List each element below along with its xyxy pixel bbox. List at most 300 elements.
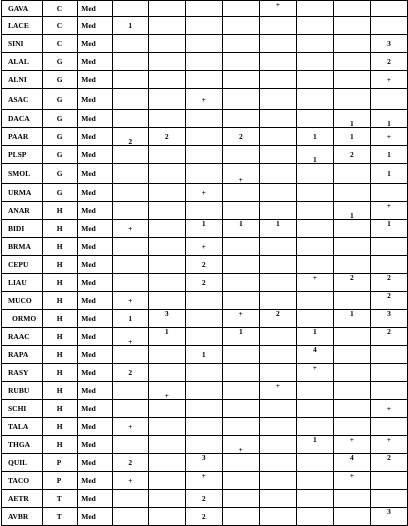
value-cell — [333, 382, 370, 400]
table-row — [2, 128, 408, 146]
value-cell — [148, 436, 185, 454]
value-cell — [296, 202, 333, 220]
table-row — [2, 1, 408, 17]
value-cell — [259, 202, 296, 220]
type-cell: H — [42, 202, 78, 220]
table-row — [2, 418, 408, 436]
table-row — [2, 508, 408, 526]
value-cell: 2 — [370, 53, 407, 71]
value-cell: + — [370, 202, 407, 220]
value-cell: 3 — [185, 454, 222, 472]
species-code-cell: TACO — [2, 472, 43, 490]
value-cell — [222, 35, 259, 53]
value-cell — [333, 490, 370, 508]
value-cell: 2 — [185, 274, 222, 292]
table-row — [2, 292, 408, 310]
type-cell: G — [42, 53, 78, 71]
value-cell: 1 — [333, 128, 370, 146]
value-cell — [112, 71, 148, 89]
type-cell: P — [42, 472, 78, 490]
value-cell — [259, 35, 296, 53]
value-cell — [185, 328, 222, 346]
value-cell: 2 — [259, 310, 296, 328]
value-cell — [259, 17, 296, 35]
species-code-cell: RAPA — [2, 346, 43, 364]
value-cell — [148, 418, 185, 436]
value-cell: 1 — [370, 110, 407, 128]
value-cell: 2 — [370, 292, 407, 310]
species-code-cell: TALA — [2, 418, 43, 436]
value-cell — [370, 89, 407, 110]
value-cell: 1 — [148, 328, 185, 346]
source-cell: Med — [78, 472, 113, 490]
value-cell — [370, 490, 407, 508]
value-cell — [148, 71, 185, 89]
table-row — [2, 53, 408, 71]
type-cell: H — [42, 382, 78, 400]
value-cell — [222, 400, 259, 418]
value-cell: 2 — [185, 490, 222, 508]
type-cell: G — [42, 128, 78, 146]
species-code-cell: SINI — [2, 35, 43, 53]
species-code-cell: LIAU — [2, 274, 43, 292]
source-cell: Med — [78, 346, 113, 364]
value-cell — [222, 382, 259, 400]
table-row — [2, 436, 408, 454]
species-code-cell: ORMO — [2, 310, 43, 328]
type-cell: G — [42, 146, 78, 164]
table-row — [2, 274, 408, 292]
source-cell: Med — [78, 328, 113, 346]
value-cell — [222, 17, 259, 35]
value-cell: 2 — [148, 128, 185, 146]
value-cell — [296, 184, 333, 202]
source-cell: Med — [78, 1, 113, 17]
type-cell: C — [42, 35, 78, 53]
type-cell: H — [42, 418, 78, 436]
value-cell — [259, 328, 296, 346]
type-cell: H — [42, 364, 78, 382]
value-cell — [370, 346, 407, 364]
table-row — [2, 202, 408, 220]
table-row — [2, 184, 408, 202]
table-row — [2, 17, 408, 35]
value-cell — [259, 53, 296, 71]
value-cell — [185, 53, 222, 71]
value-cell — [112, 202, 148, 220]
value-cell: 1 — [185, 346, 222, 364]
type-cell: G — [42, 110, 78, 128]
value-cell — [222, 1, 259, 17]
value-cell — [148, 53, 185, 71]
value-cell — [148, 454, 185, 472]
value-cell — [259, 346, 296, 364]
value-cell — [259, 128, 296, 146]
value-cell: + — [333, 472, 370, 490]
type-cell: G — [42, 71, 78, 89]
value-cell — [185, 164, 222, 184]
value-cell: 3 — [370, 310, 407, 328]
value-cell: 2 — [370, 328, 407, 346]
value-cell: 2 — [112, 454, 148, 472]
source-cell: Med — [78, 53, 113, 71]
value-cell — [259, 146, 296, 164]
value-cell: 1 — [222, 328, 259, 346]
source-cell: Med — [78, 35, 113, 53]
value-cell: 1 — [222, 220, 259, 238]
value-cell — [259, 184, 296, 202]
value-cell — [112, 400, 148, 418]
value-cell: + — [296, 364, 333, 382]
value-cell — [222, 490, 259, 508]
value-cell — [112, 89, 148, 110]
value-cell — [333, 220, 370, 238]
value-cell — [259, 274, 296, 292]
type-cell: H — [42, 346, 78, 364]
species-code-cell: PAAR — [2, 128, 43, 146]
value-cell — [148, 164, 185, 184]
value-cell — [148, 274, 185, 292]
table-row — [2, 364, 408, 382]
source-cell: Med — [78, 256, 113, 274]
value-cell: + — [112, 220, 148, 238]
value-cell — [333, 292, 370, 310]
value-cell — [222, 418, 259, 436]
source-cell: Med — [78, 508, 113, 526]
value-cell — [185, 128, 222, 146]
table-row — [2, 220, 408, 238]
table-body — [2, 1, 408, 526]
species-code-cell: AVBR — [2, 508, 43, 526]
type-cell: C — [42, 17, 78, 35]
table-row — [2, 71, 408, 89]
value-cell — [259, 364, 296, 382]
source-cell: Med — [78, 17, 113, 35]
value-cell — [370, 382, 407, 400]
species-code-cell: URMA — [2, 184, 43, 202]
value-cell: + — [222, 310, 259, 328]
value-cell — [296, 490, 333, 508]
value-cell — [370, 17, 407, 35]
table-row — [2, 328, 408, 346]
value-cell: + — [112, 292, 148, 310]
value-cell — [296, 238, 333, 256]
value-cell — [185, 17, 222, 35]
value-cell: 1 — [333, 202, 370, 220]
value-cell — [370, 1, 407, 17]
value-cell — [333, 328, 370, 346]
value-cell — [112, 508, 148, 526]
value-cell — [222, 508, 259, 526]
value-cell — [370, 238, 407, 256]
source-cell: Med — [78, 292, 113, 310]
value-cell — [259, 238, 296, 256]
table-row — [2, 382, 408, 400]
value-cell — [370, 472, 407, 490]
value-cell — [296, 400, 333, 418]
value-cell: 1 — [296, 328, 333, 346]
source-cell: Med — [78, 454, 113, 472]
value-cell — [148, 490, 185, 508]
value-cell — [112, 256, 148, 274]
species-code-cell: CEPU — [2, 256, 43, 274]
value-cell — [333, 364, 370, 382]
value-cell — [148, 508, 185, 526]
source-cell: Med — [78, 164, 113, 184]
value-cell — [370, 364, 407, 382]
value-cell: + — [259, 382, 296, 400]
value-cell: 2 — [333, 274, 370, 292]
value-cell — [222, 292, 259, 310]
value-cell — [112, 110, 148, 128]
value-cell — [185, 71, 222, 89]
value-cell — [222, 110, 259, 128]
value-cell: 3 — [370, 508, 407, 526]
value-cell — [333, 238, 370, 256]
value-cell — [148, 400, 185, 418]
value-cell — [148, 110, 185, 128]
value-cell — [112, 164, 148, 184]
value-cell — [185, 146, 222, 164]
value-cell — [333, 418, 370, 436]
value-cell — [112, 53, 148, 71]
value-cell — [296, 382, 333, 400]
value-cell — [296, 454, 333, 472]
value-cell: + — [333, 436, 370, 454]
value-cell: 1 — [112, 17, 148, 35]
value-cell: + — [112, 418, 148, 436]
source-cell: Med — [78, 400, 113, 418]
value-cell: 1 — [259, 220, 296, 238]
value-cell — [222, 346, 259, 364]
value-cell — [296, 472, 333, 490]
type-cell: G — [42, 164, 78, 184]
species-code-cell: QUIL — [2, 454, 43, 472]
value-cell — [222, 53, 259, 71]
value-cell — [112, 238, 148, 256]
table-row — [2, 89, 408, 110]
value-cell: 1 — [370, 146, 407, 164]
table-row — [2, 490, 408, 508]
type-cell: H — [42, 274, 78, 292]
source-cell: Med — [78, 490, 113, 508]
value-cell — [333, 346, 370, 364]
value-cell — [333, 35, 370, 53]
species-code-cell: RUBU — [2, 382, 43, 400]
source-cell: Med — [78, 436, 113, 454]
value-cell — [296, 292, 333, 310]
value-cell — [222, 202, 259, 220]
value-cell: 1 — [112, 310, 148, 328]
table-row — [2, 400, 408, 418]
table-row — [2, 454, 408, 472]
value-cell — [222, 454, 259, 472]
table-row — [2, 310, 408, 328]
value-cell: 1 — [370, 164, 407, 184]
value-cell — [112, 382, 148, 400]
value-cell — [148, 364, 185, 382]
value-cell: + — [370, 436, 407, 454]
value-cell: + — [370, 128, 407, 146]
value-cell — [259, 164, 296, 184]
value-cell: 1 — [333, 310, 370, 328]
source-cell: Med — [78, 418, 113, 436]
value-cell: 1 — [333, 110, 370, 128]
species-code-cell: BRMA — [2, 238, 43, 256]
value-cell — [259, 89, 296, 110]
value-cell: 2 — [185, 256, 222, 274]
species-code-cell: ALNI — [2, 71, 43, 89]
value-cell — [112, 146, 148, 164]
value-cell: + — [222, 164, 259, 184]
value-cell: + — [185, 238, 222, 256]
value-cell: 2 — [370, 274, 407, 292]
type-cell: H — [42, 436, 78, 454]
species-code-cell: GAVA — [2, 1, 43, 17]
value-cell — [296, 256, 333, 274]
type-cell: H — [42, 310, 78, 328]
species-code-cell: SCHI — [2, 400, 43, 418]
species-code-cell: ALAL — [2, 53, 43, 71]
type-cell: C — [42, 1, 78, 17]
value-cell — [185, 400, 222, 418]
value-cell — [222, 146, 259, 164]
value-cell — [112, 436, 148, 454]
table-row — [2, 238, 408, 256]
source-cell: Med — [78, 71, 113, 89]
value-cell — [296, 310, 333, 328]
type-cell: H — [42, 328, 78, 346]
species-code-cell: ANAR — [2, 202, 43, 220]
species-code-cell: DACA — [2, 110, 43, 128]
value-cell: 4 — [333, 454, 370, 472]
value-cell: 4 — [296, 346, 333, 364]
value-cell — [148, 35, 185, 53]
type-cell: H — [42, 256, 78, 274]
value-cell — [296, 220, 333, 238]
value-cell — [333, 1, 370, 17]
value-cell — [333, 71, 370, 89]
value-cell — [259, 400, 296, 418]
value-cell — [148, 17, 185, 35]
value-cell — [185, 418, 222, 436]
value-cell: 1 — [370, 220, 407, 238]
type-cell: G — [42, 89, 78, 110]
value-cell: + — [259, 1, 296, 17]
type-cell: H — [42, 292, 78, 310]
value-cell — [112, 184, 148, 202]
value-cell — [112, 35, 148, 53]
value-cell — [296, 418, 333, 436]
value-cell — [185, 110, 222, 128]
value-cell: + — [370, 400, 407, 418]
species-code-cell: LACE — [2, 17, 43, 35]
value-cell — [185, 202, 222, 220]
value-cell: + — [112, 472, 148, 490]
source-cell: Med — [78, 202, 113, 220]
source-cell: Med — [78, 274, 113, 292]
value-cell — [222, 184, 259, 202]
value-cell: 2 — [333, 146, 370, 164]
value-cell — [333, 17, 370, 35]
value-cell: 2 — [185, 508, 222, 526]
value-cell — [222, 364, 259, 382]
value-cell — [333, 256, 370, 274]
source-cell: Med — [78, 146, 113, 164]
table-row — [2, 110, 408, 128]
value-cell — [370, 418, 407, 436]
value-cell: + — [148, 382, 185, 400]
type-cell: G — [42, 184, 78, 202]
value-cell — [185, 292, 222, 310]
value-cell: 2 — [370, 454, 407, 472]
type-cell: P — [42, 454, 78, 472]
value-cell — [333, 508, 370, 526]
value-cell — [222, 71, 259, 89]
value-cell — [148, 184, 185, 202]
source-cell: Med — [78, 310, 113, 328]
value-cell: 3 — [148, 310, 185, 328]
species-code-cell: RAAC — [2, 328, 43, 346]
table-row — [2, 256, 408, 274]
table-row — [2, 346, 408, 364]
value-cell — [333, 89, 370, 110]
species-code-cell: THGA — [2, 436, 43, 454]
value-cell — [185, 310, 222, 328]
value-cell: 1 — [296, 146, 333, 164]
value-cell: 1 — [296, 436, 333, 454]
value-cell — [185, 436, 222, 454]
value-cell — [222, 472, 259, 490]
value-cell — [259, 292, 296, 310]
type-cell: H — [42, 220, 78, 238]
value-cell: + — [185, 184, 222, 202]
value-cell — [259, 436, 296, 454]
value-cell — [112, 1, 148, 17]
value-cell: + — [185, 472, 222, 490]
source-cell: Med — [78, 382, 113, 400]
value-cell — [148, 1, 185, 17]
type-cell: T — [42, 490, 78, 508]
value-cell — [259, 256, 296, 274]
value-cell — [259, 472, 296, 490]
value-cell — [296, 164, 333, 184]
source-cell: Med — [78, 110, 113, 128]
value-cell — [296, 71, 333, 89]
value-cell — [259, 490, 296, 508]
value-cell — [370, 256, 407, 274]
value-cell: + — [222, 436, 259, 454]
source-cell: Med — [78, 184, 113, 202]
value-cell — [333, 164, 370, 184]
value-cell — [370, 184, 407, 202]
value-cell — [148, 256, 185, 274]
type-cell: H — [42, 238, 78, 256]
table-row — [2, 164, 408, 184]
value-cell — [222, 274, 259, 292]
value-cell — [148, 146, 185, 164]
species-code-cell: SMOL — [2, 164, 43, 184]
table-row — [2, 146, 408, 164]
table-row — [2, 35, 408, 53]
value-cell — [222, 89, 259, 110]
value-cell — [296, 508, 333, 526]
value-cell — [112, 490, 148, 508]
source-cell: Med — [78, 89, 113, 110]
type-cell: T — [42, 508, 78, 526]
value-cell — [296, 17, 333, 35]
value-cell — [148, 89, 185, 110]
